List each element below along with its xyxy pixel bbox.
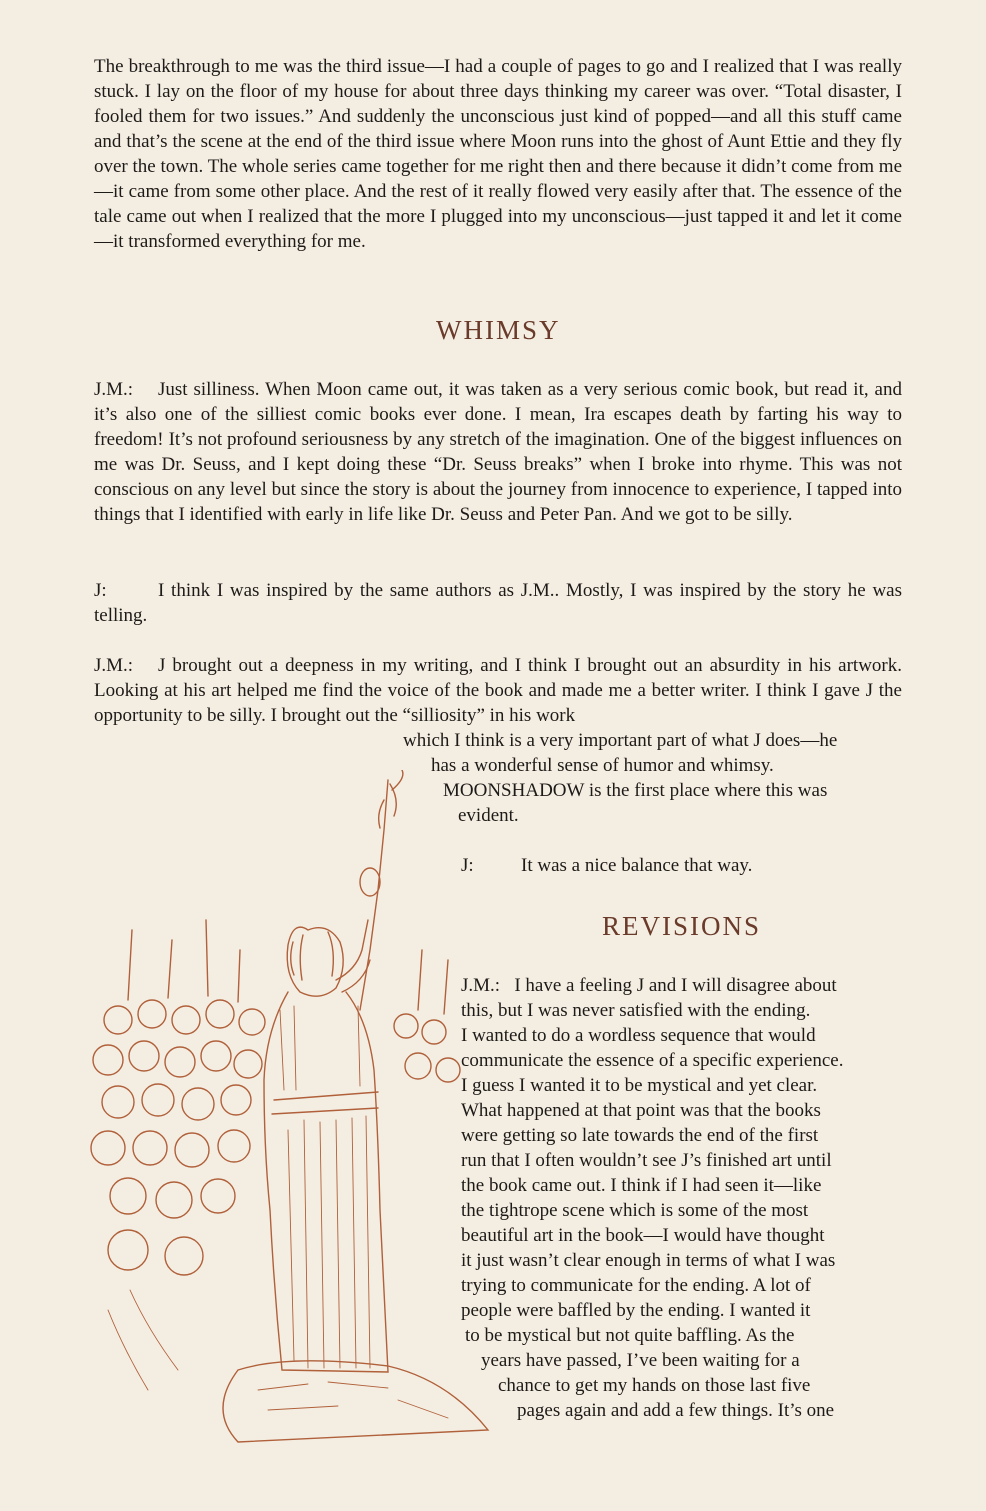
figure-head-shape	[287, 927, 343, 996]
wrap-line: MOONSHADOW is the first place where this was	[443, 780, 828, 801]
whimsy-paragraph-1	[94, 377, 902, 527]
robed-figure-with-staff-before-crowd-illustration	[88, 770, 498, 1450]
rock-base-shape	[223, 1361, 488, 1442]
revisions-line: beautiful art in the book—I would have thought	[461, 1225, 825, 1246]
revisions-line: the book came out. I think if I had seen it—like	[461, 1175, 822, 1196]
hair-hatching-shape	[291, 932, 334, 980]
intro-paragraph: The breakthrough to me was the third issue—I had a couple of pages to go and I realized that I was really stuck. I lay on the floor of my house for about three days thinking my career was over. “Total disaster, I fooled them for two issues.” And suddenly the unconscious just kind of popped—and all this stuff came and that’s the scene at the end of the third issue where Moon runs into the ghost of Aunt Ettie and they fly over the town. The whole series came together for me right then and there because it didn’t come from me—it came from some other place. And the rest of it really flowed very easily after that. The essence of the tale came out when I realized that the more I plugged into my unconscious—just tapped it and let it come—it transformed everything for me.	[94, 56, 902, 252]
paragraph-text: J brought out a deepness in my writing, and I think I brought out an absurdity in his artwork. Looking at his art helped me find the voice of the book and made me a better writer. I think I gave J the opportunity to be silly. I brought out the “silliosity” in his work	[94, 655, 902, 726]
speaker-label: J:	[94, 580, 107, 601]
foreground-hatching-shape	[108, 1290, 178, 1390]
crowd-shape	[91, 1000, 460, 1275]
revisions-line: it just wasn’t clear enough in terms of what I was	[461, 1250, 836, 1271]
belt-shape	[272, 1092, 378, 1114]
revisions-line: communicate the essence of a specific experience.	[461, 1050, 844, 1071]
revisions-line: J.M.: I have a feeling J and I will disagree about	[461, 975, 837, 996]
whimsy-paragraph-4	[461, 853, 752, 878]
revisions-line: pages again and add a few things. It’s one	[517, 1400, 835, 1421]
revisions-line: I guess I wanted it to be mystical and yet clear.	[461, 1075, 818, 1096]
revisions-line: years have passed, I’ve been waiting for a	[481, 1350, 800, 1371]
revisions-line: trying to communicate for the ending. A lot of	[461, 1275, 811, 1296]
whimsy-paragraph-2	[94, 578, 902, 628]
robe-hatching-shape	[288, 1116, 370, 1368]
revisions-heading: REVISIONS	[602, 911, 762, 941]
revisions-line: this, but I was never satisfied with the ending.	[461, 1000, 811, 1021]
revisions-line: to be mystical but not quite baffling. As the	[465, 1325, 795, 1346]
staff-knot-shape	[360, 868, 380, 896]
revisions-line: were getting so late towards the end of the first	[461, 1125, 819, 1146]
wrap-line: has a wonderful sense of humor and whimsy.	[431, 755, 774, 776]
speaker-label: J:	[461, 855, 474, 876]
speaker-label: J.M.:	[94, 655, 134, 676]
rock-hatching-shape	[258, 1382, 448, 1418]
staff-top-shape	[379, 770, 403, 828]
revisions-line: What happened at that point was that the books	[461, 1100, 821, 1121]
whimsy-paragraph-3	[94, 653, 902, 728]
wrap-line: which I think is a very important part of what J does—he	[403, 730, 838, 751]
revisions-line: I wanted to do a wordless sequence that would	[461, 1025, 816, 1046]
paragraph-text: Just silliness. When Moon came out, it was taken as a very serious comic book, but read it, and it’s also one of the silliest comic books ever done. I mean, Ira escapes death by farting his way to freedom! It’s not profound seriousness by any stretch of the imagination. One of the biggest influences on me was Dr. Seuss, and I kept doing these “Dr. Seuss breaks” when I broke into rhyme. This was not conscious on any level but since the story is about the journey from innocence to experience, I tapped into things that I identified with early in life like Dr. Seuss and Peter Pan. And we got to be silly.	[94, 379, 902, 525]
paragraph-text: It was a nice balance that way.	[521, 855, 753, 876]
speaker-label: J.M.:	[94, 379, 134, 400]
revisions-line: the tightrope scene which is some of the most	[461, 1200, 809, 1221]
revisions-line: people were baffled by the ending. I wanted it	[461, 1300, 811, 1321]
wrap-line: evident.	[458, 805, 519, 826]
revisions-line: run that I often wouldn’t see J’s finished art until	[461, 1150, 832, 1171]
revisions-line: chance to get my hands on those last five	[498, 1375, 811, 1396]
robe-upper-hatching-shape	[280, 1006, 360, 1090]
whimsy-heading: WHIMSY	[436, 315, 561, 345]
paragraph-text: I think I was inspired by the same authors as J.M.. Mostly, I was inspired by the story he was telling.	[94, 580, 902, 626]
